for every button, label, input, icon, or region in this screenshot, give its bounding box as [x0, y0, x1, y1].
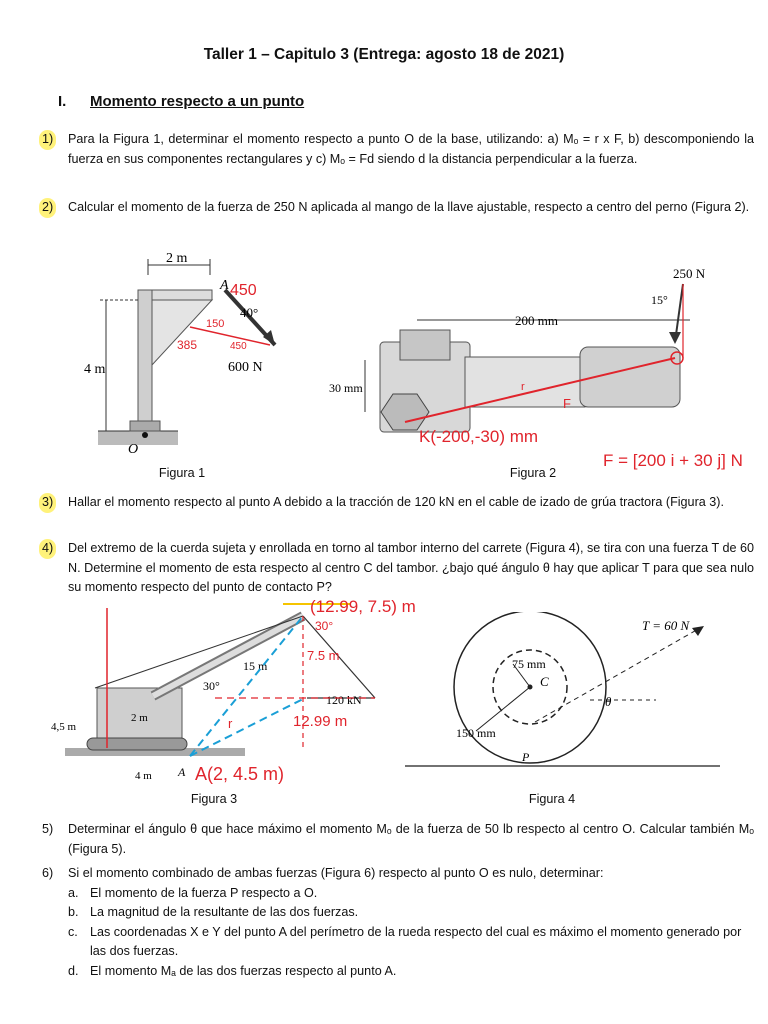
force-label: 600 N	[228, 360, 263, 375]
note-150: 150	[206, 318, 225, 330]
subitem-letter: b.	[68, 905, 79, 919]
point-a-label: A	[220, 278, 229, 293]
problem-text: Si el momento combinado de ambas fuerzas (Figura 6) respecto al punto O es nulo, determinar:	[68, 866, 604, 880]
point-a-label: A	[178, 765, 186, 779]
figure-1-drawing	[80, 245, 310, 460]
dim-height: 30 mm	[329, 381, 363, 395]
section-title: Momento respecto a un punto	[90, 93, 305, 110]
angle-label: θ	[605, 694, 612, 709]
angle-label: 30°	[203, 679, 220, 693]
note-a-point: A(2, 4.5 m)	[195, 764, 285, 784]
problem-6	[42, 864, 754, 981]
problem-number: 1)	[39, 130, 56, 150]
problem-4	[42, 539, 754, 598]
figure-2-caption: Figura 2	[509, 466, 557, 480]
force-label: 120 kN	[326, 693, 362, 707]
note-f: F	[563, 396, 571, 411]
note-k-point: K(-200,-30) mm	[419, 427, 539, 446]
subitem-text: El momento de la fuerza P respecto a O.	[90, 885, 318, 900]
problem-text: Hallar el momento respecto al punto A debido a la tracción de 120 kN en el cable de izado de grúa tractora (Figura 3).	[68, 495, 724, 509]
subitem-c	[68, 923, 754, 962]
dim-height: 4,5 m	[51, 721, 77, 733]
force-label: 250 N	[673, 266, 706, 281]
figure-3-caption: Figura 3	[190, 792, 238, 806]
point-o-label: O	[128, 442, 139, 457]
problem-text: Del extremo de la cuerda sujeta y enrollada en torno al tambor interno del carrete (Figura 4), se tira con una fuerza T de 60 N. Determine el momento de esta respecto al centro C del tambor. ¿bajo qué ángulo θ hay que aplicar T para que sea nulo su momento respecto del punto de contacto P?	[68, 541, 754, 594]
note-angle: 30°	[315, 619, 334, 633]
problem-number: 4)	[39, 539, 56, 559]
angle-label: 40°	[240, 305, 259, 320]
figure-4-caption: Figura 4	[528, 792, 576, 806]
problem-number: 6)	[42, 866, 54, 880]
note-75: 7.5 m	[307, 648, 340, 663]
dim-height: 4 m	[84, 362, 106, 377]
subitem-text: El momento Mₐ de las dos fuerzas respecto al punto A.	[90, 963, 397, 978]
figure-2-drawing	[325, 262, 768, 472]
problem-text: Calcular el momento de la fuerza de 250 N aplicada al mango de la llave ajustable, respecto a centro del perno (Figura 2).	[68, 200, 750, 214]
note-coordinates: (12.99, 7.5) m	[310, 598, 416, 616]
problem-text: Para la Figura 1, determinar el momento respecto a punto O de la base, utilizando: a) Mₒ = r x F, b) descomponiendo la fuerza en sus componentes rectangulares y c) Mₒ = Fd siendo d la distancia perpendicular a la fuerza.	[68, 132, 754, 166]
dim-width: 2 m	[166, 251, 188, 266]
figure-4-drawing	[400, 612, 730, 782]
force-label: T = 60 N	[642, 618, 690, 633]
page-title: Taller 1 – Capitulo 3 (Entrega: agosto 18 de 2021)	[203, 46, 565, 63]
point-c-label: C	[540, 674, 549, 689]
note-1299: 12.99 m	[293, 713, 348, 730]
problem-3	[42, 493, 754, 513]
problem-text: Determinar el ángulo θ que hace máximo el momento Mₒ de la fuerza de 50 lb respecto al centro O. Calcular también Mₒ (Figura 5).	[68, 822, 754, 856]
outer-radius: 150 mm	[456, 726, 496, 740]
subitem-d	[68, 962, 754, 982]
dim-small: 2 m	[131, 712, 148, 724]
subitem-b	[68, 903, 754, 923]
note-force-vector: F = [200 i + 30 j] N	[603, 451, 743, 470]
note-450-top: 450	[230, 282, 257, 299]
note-r: r	[228, 716, 233, 731]
note-385: 385	[177, 338, 198, 352]
problem-number: 5)	[42, 822, 54, 836]
inner-radius: 75 mm	[512, 657, 546, 671]
angle-label: 15°	[651, 293, 668, 307]
note-r: r	[521, 381, 525, 393]
subitem-letter: d.	[68, 963, 79, 978]
subitem-text: Las coordenadas X e Y del punto A del perímetro de la rueda respecto del cual es máximo el momento generado por las dos fuerzas.	[90, 924, 742, 958]
point-p-label: P	[522, 750, 530, 764]
subitem-letter: c.	[68, 924, 78, 939]
figure-1-caption: Figura 1	[158, 466, 206, 480]
subitem-letter: a.	[68, 885, 79, 900]
problem-number: 3)	[39, 493, 56, 513]
problem-number: 2)	[39, 198, 56, 218]
problem-1	[42, 130, 754, 169]
subitem-text: La magnitud de la resultante de las dos fuerzas.	[90, 905, 359, 919]
dim-base: 4 m	[135, 770, 152, 782]
dim-boom: 15 m	[243, 659, 268, 673]
problem-2	[42, 198, 754, 218]
note-450-bottom: 450	[230, 341, 247, 352]
section-number: I.	[58, 93, 67, 110]
problem-5	[42, 820, 754, 859]
subitem-a	[68, 884, 754, 904]
dim-length: 200 mm	[515, 313, 558, 328]
